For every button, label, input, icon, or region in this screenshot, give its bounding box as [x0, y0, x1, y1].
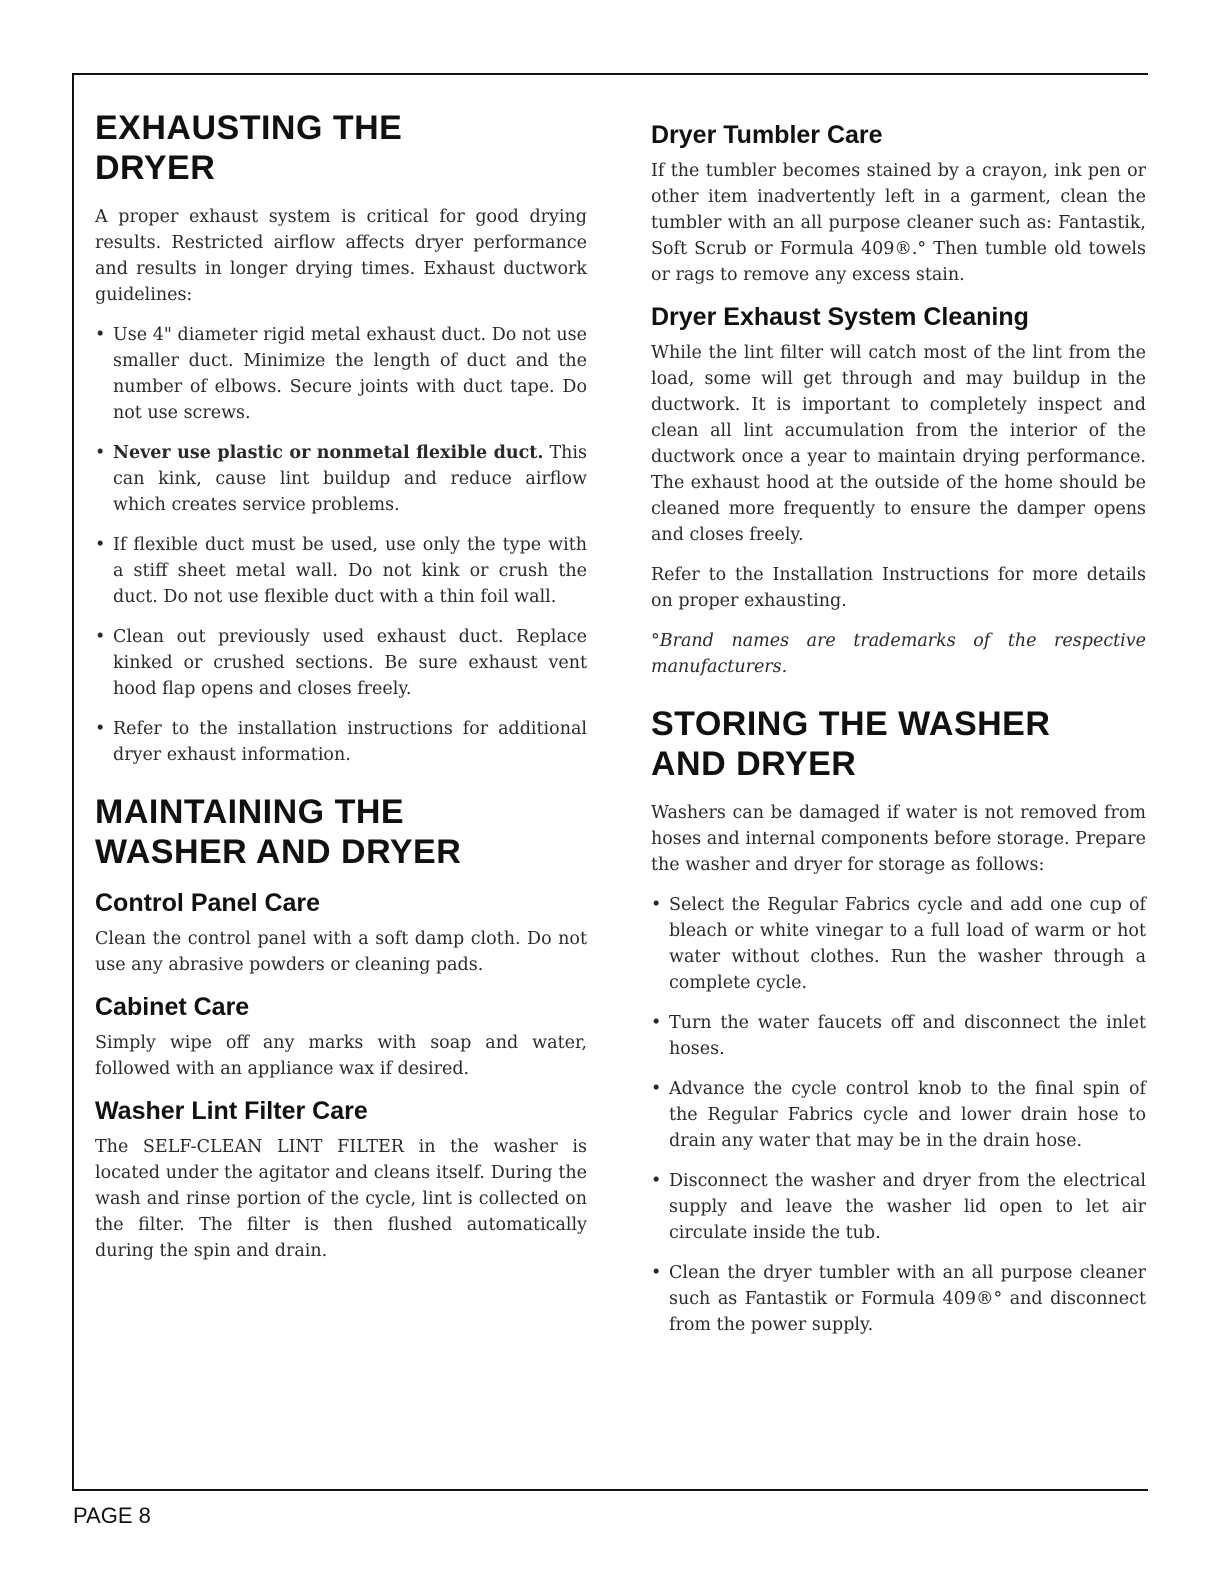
lint-filter-text: The SELF-CLEAN LINT FILTER in the washer is located under the agitator and cleans itself. During the wash and rinse portion of the cycle, lint is collected on the filter. The filter is then flushed automatically during the spin and drain.	[95, 1137, 587, 1261]
left-rule	[72, 73, 74, 1491]
exhausting-title: EXHAUSTING THE DRYER	[95, 109, 403, 187]
storing-intro: Washers can be damaged if water is not removed from hoses and internal components before storage. Prepare the washer and dryer for storage as follows:	[651, 803, 1146, 875]
tumbler-heading: Dryer Tumbler Care	[651, 121, 883, 149]
list-item: • Turn the water faucets off and disconnect the inlet hoses.	[651, 1013, 1146, 1059]
list-item: • Clean out previously used exhaust duct. Replace kinked or crushed sections. Be sure exhaust vent hood flap opens and closes freely.	[95, 627, 587, 699]
storage-steps-list	[651, 892, 1146, 1338]
right-column	[651, 120, 1146, 1352]
list-item: • Refer to the installation instructions for additional dryer exhaust information.	[95, 719, 587, 765]
tumbler-text: If the tumbler becomes stained by a crayon, ink pen or other item inadvertently left in a garment, clean the tumbler with an all purpose cleaner such as: Fantastik, Soft Scrub or Formula 409®.° Then tumble old towels or rags to remove any excess stain.	[651, 161, 1146, 285]
list-item: • Never use plastic or nonmetal flexible duct. This can kink, cause lint buildup and reduce airflow which creates service problems.	[95, 443, 587, 515]
exhaust-guidelines-list	[95, 322, 587, 768]
exhaust-refer-text: Refer to the Installation Instructions for more details on proper exhausting.	[651, 565, 1146, 611]
exhaust-cleaning-text: While the lint filter will catch most of the lint from the load, some will get through and may buildup in the ductwork. It is important to completely inspect and clean all lint accumulation from the interior of the ductwork once a year to maintain drying performance. The exhaust hood at the outside of the home should be cleaned more frequently to ensure the damper opens and closes freely.	[651, 343, 1146, 545]
storing-title: STORING THE WASHER AND DRYER	[651, 705, 1051, 783]
list-item: • Clean the dryer tumbler with an all purpose cleaner such as Fantastik or Formula 409®° and disconnect from the power supply.	[651, 1263, 1146, 1335]
left-column	[95, 108, 587, 1278]
control-panel-heading: Control Panel Care	[95, 889, 321, 917]
lint-filter-heading: Washer Lint Filter Care	[95, 1097, 368, 1125]
top-rule	[72, 73, 1148, 75]
list-item: • Select the Regular Fabrics cycle and add one cup of bleach or white vinegar to a full load of warm or hot water without clothes. Run the washer through a complete cycle.	[651, 895, 1146, 993]
maintaining-title: MAINTAINING THE WASHER AND DRYER	[95, 793, 462, 871]
list-item: • If flexible duct must be used, use only the type with a stiff sheet metal wall. Do not kink or crush the duct. Do not use flexible duct with a thin foil wall.	[95, 535, 587, 607]
bottom-rule	[72, 1489, 1148, 1491]
cabinet-heading: Cabinet Care	[95, 993, 250, 1021]
list-item: • Use 4" diameter rigid metal exhaust duct. Do not use smaller duct. Minimize the length of duct and the number of elbows. Secure joints with duct tape. Do not use screws.	[95, 325, 587, 423]
page-number: PAGE 8	[73, 1503, 151, 1528]
exhaust-cleaning-heading: Dryer Exhaust System Cleaning	[651, 303, 1029, 331]
trademark-note: °Brand names are trademarks of the respective manufacturers.	[651, 631, 1146, 677]
warning-lead: Never use plastic or nonmetal flexible duct.	[113, 443, 544, 463]
control-panel-text: Clean the control panel with a soft damp cloth. Do not use any abrasive powders or cleaning pads.	[95, 929, 587, 975]
exhausting-intro: A proper exhaust system is critical for good drying results. Restricted airflow affects dryer performance and results in longer drying times. Exhaust ductwork guidelines:	[95, 207, 587, 305]
cabinet-text: Simply wipe off any marks with soap and water, followed with an appliance wax if desired.	[95, 1033, 587, 1079]
list-item: • Advance the cycle control knob to the final spin of the Regular Fabrics cycle and lower drain hose to drain any water that may be in the drain hose.	[651, 1079, 1146, 1151]
list-item: • Disconnect the washer and dryer from the electrical supply and leave the washer lid open to let air circulate inside the tub.	[651, 1171, 1146, 1243]
